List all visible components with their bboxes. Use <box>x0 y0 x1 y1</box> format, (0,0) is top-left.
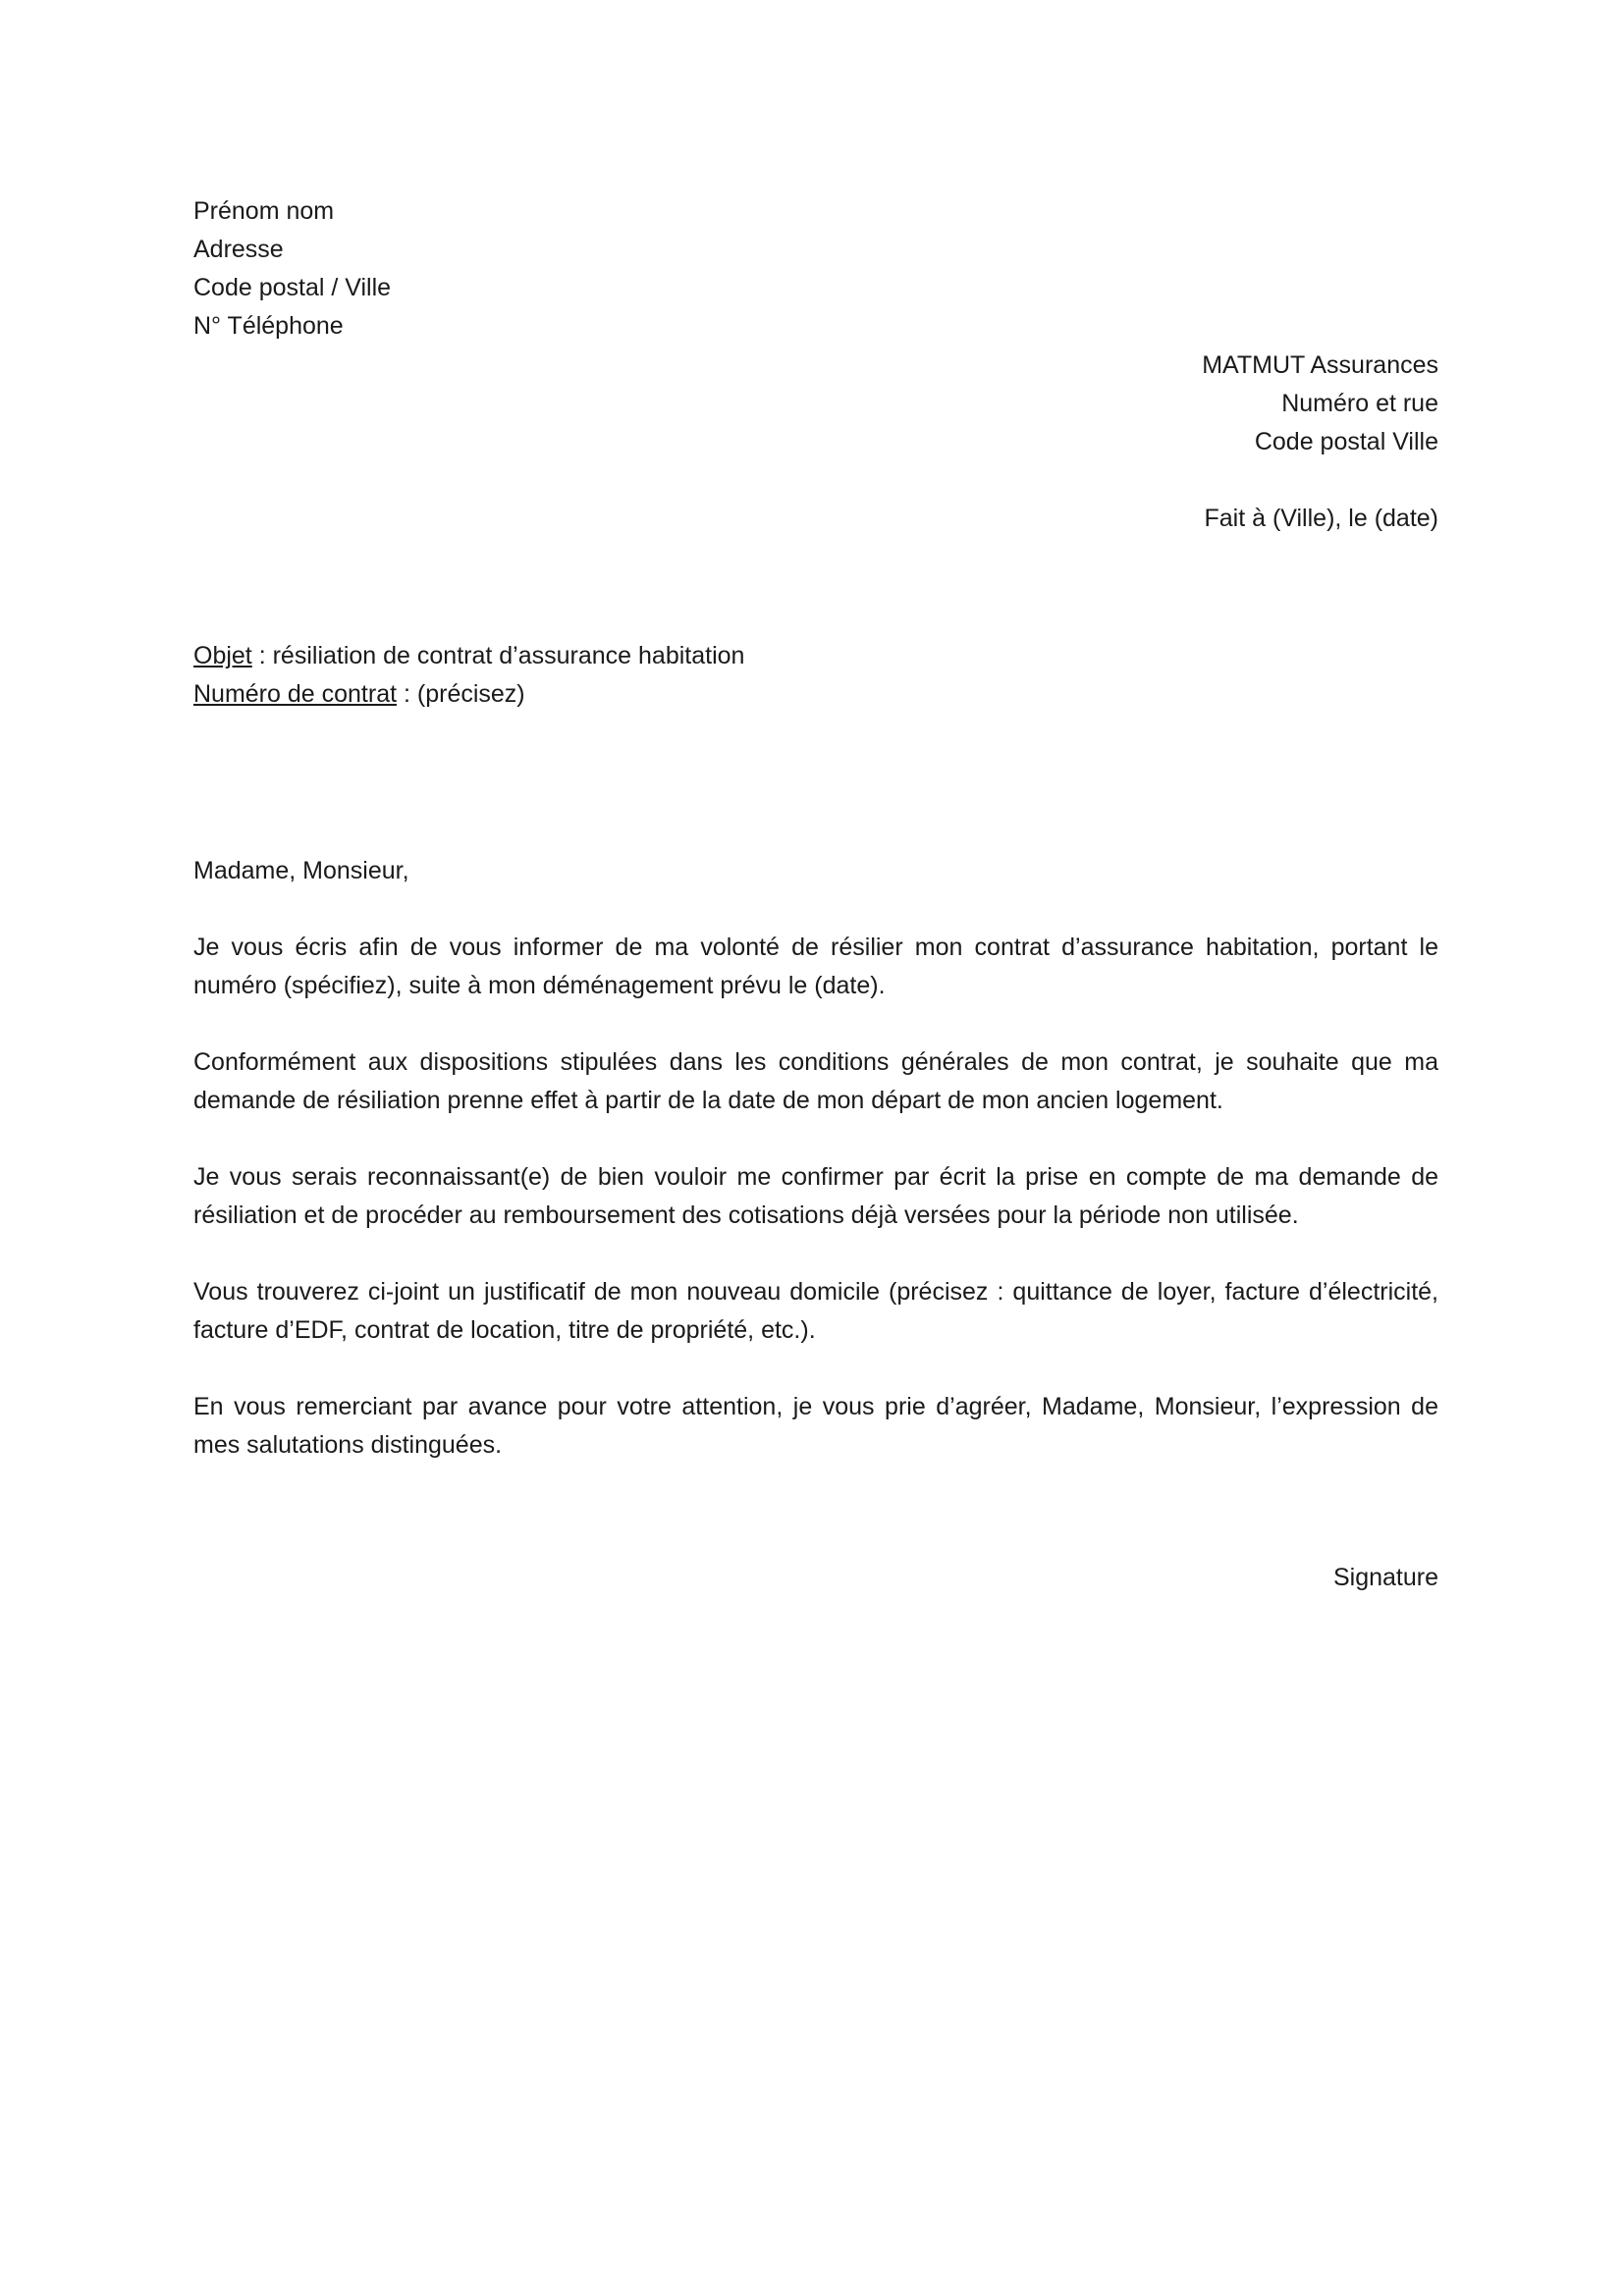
body-paragraph-4: Vous trouverez ci-joint un justificatif de mon nouveau domicile (précisez : quittance de loyer, facture d’électricité, facture d’EDF, contrat de location, titre de propriété, etc.). <box>193 1278 1438 1344</box>
recipient-company: MATMUT Assurances <box>1202 351 1438 379</box>
signature-label: Signature <box>1332 1564 1438 1591</box>
body-paragraph-2: Conformément aux dispositions stipulées dans les conditions générales de mon contrat, je souhaite que ma demande de résiliation prenne effet à partir de la date de mon départ de mon ancien logement. <box>193 1048 1438 1114</box>
object-label: Objet <box>193 642 252 669</box>
signature-block <box>1333 1559 1438 1597</box>
sender-block <box>193 192 391 346</box>
contract-number-text: : (précisez) <box>397 680 525 708</box>
contract-number-line <box>193 675 744 714</box>
sender-address: Adresse <box>193 236 284 263</box>
date-place-text: Fait à (Ville), le (date) <box>1204 505 1438 532</box>
object-line <box>193 637 744 675</box>
recipient-street: Numéro et rue <box>1281 390 1438 417</box>
contract-number-label: Numéro de contrat <box>193 680 398 708</box>
letter-body <box>193 852 1438 1503</box>
recipient-city: Code postal Ville <box>1254 428 1438 455</box>
sender-phone: N° Téléphone <box>193 312 344 340</box>
sender-city: Code postal / Ville <box>193 274 392 301</box>
salutation: Madame, Monsieur, <box>193 857 409 884</box>
body-paragraph-5: En vous remerciant par avance pour votre attention, je vous prie d’agréer, Madame, Monsieur, l’expression de mes salutations distinguées. <box>193 1393 1438 1459</box>
sender-name: Prénom nom <box>193 197 335 225</box>
subject-block <box>193 637 744 714</box>
body-paragraph-1: Je vous écris afin de vous informer de ma volonté de résilier mon contrat d’assurance habitation, portant le numéro (spécifiez), suite à mon déménagement prévu le (date). <box>193 934 1438 999</box>
object-text: : résiliation de contrat d’assurance habitation <box>251 642 745 669</box>
body-paragraph-3: Je vous serais reconnaissant(e) de bien vouloir me confirmer par écrit la prise en compte de ma demande de résiliation et de procéder au remboursement des cotisations déjà versées pour la période non utilisée. <box>193 1163 1438 1229</box>
recipient-block <box>1202 347 1438 461</box>
date-place <box>1204 500 1438 538</box>
